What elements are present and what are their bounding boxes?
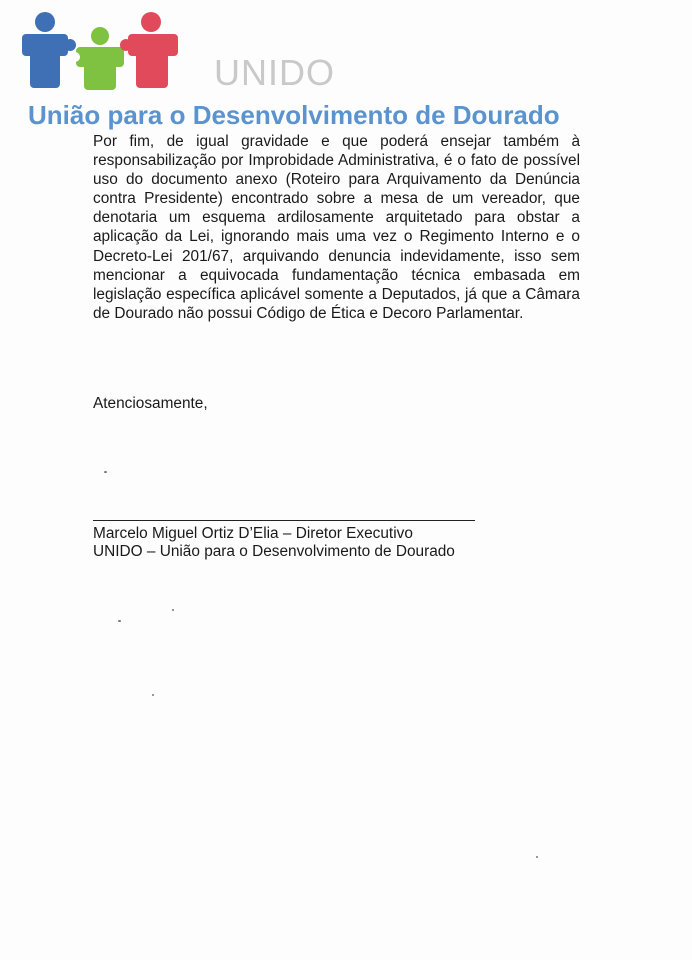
scan-speck <box>536 856 538 858</box>
green-puzzle-figure <box>70 27 124 90</box>
blue-puzzle-figure <box>22 12 76 88</box>
scan-speck <box>152 694 154 696</box>
logo-wordmark: UNIDO <box>214 52 335 93</box>
letter-body <box>93 132 580 323</box>
red-puzzle-figure <box>120 12 178 88</box>
scan-speck <box>104 471 107 473</box>
organization-heading: União para o Desenvolvimento de Dourado <box>28 100 560 130</box>
signature-line <box>93 520 475 521</box>
body-paragraph: Por fim, de igual gravidade e que poderá ensejar também à responsabilização por Improbidade Administrativa, é o fato de possível uso do documento anexo (Roteiro para Arquivamento da Denúncia contra Presidente) encontrado sobre a mesa de um vereador, que denotaria um esquema ardilosamente arquitetado para obstar a aplicação da Lei, ignorando mais uma vez o Regimento Interno e o Decreto-Lei 201/67, arquivando denuncia indevidamente, isso sem mencionar a equivocada fundamentação técnica embasada em legislação específica aplicável somente a Deputados, já que a Câmara de Dourado não possui Código de Ética e Decoro Parlamentar. <box>93 133 580 322</box>
scan-speck <box>172 609 174 611</box>
unido-puzzle-logo <box>18 8 183 94</box>
scan-speck <box>118 620 121 622</box>
closing-salutation: Atenciosamente, <box>93 395 208 412</box>
signer-name: Marcelo Miguel Ortiz D’Elia – Diretor Executivo <box>93 525 413 542</box>
signer-organization: UNIDO – União para o Desenvolvimento de Dourado <box>93 543 455 560</box>
